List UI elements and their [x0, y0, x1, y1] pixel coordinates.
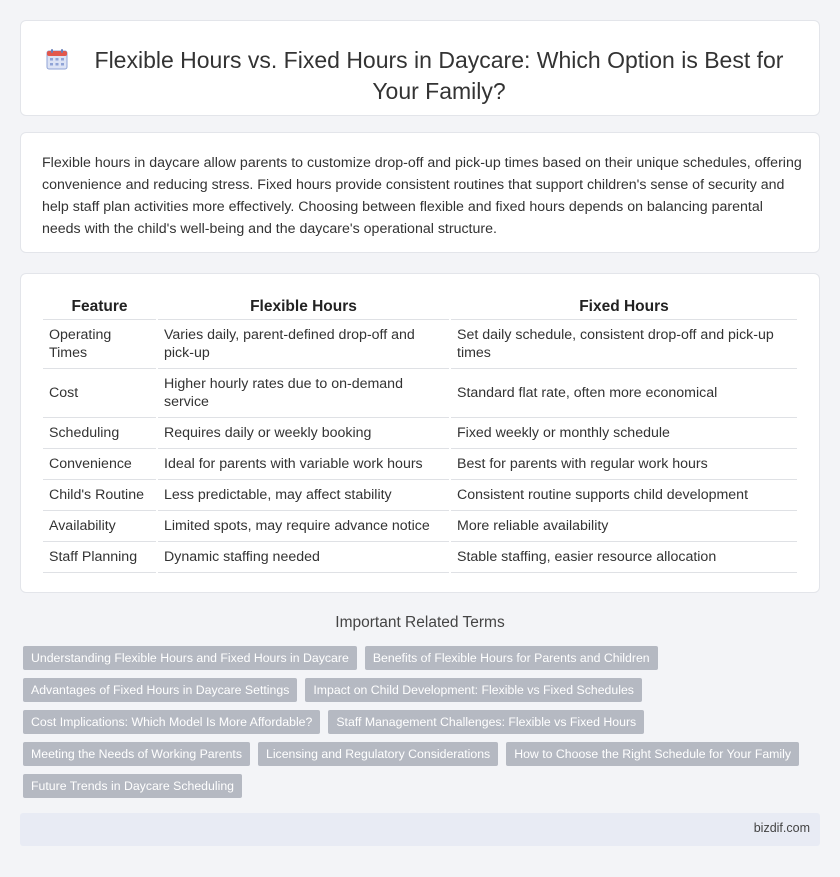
table-row: [43, 480, 797, 511]
cell-fixed: More reliable availability: [451, 511, 797, 542]
related-term-link[interactable]: Meeting the Needs of Working Parents: [23, 742, 250, 766]
related-term-link[interactable]: Impact on Child Development: Flexible vs Fixed Schedules: [305, 678, 642, 702]
table-header-row: [43, 293, 797, 320]
cell-feature: Cost: [43, 369, 156, 418]
cell-flexible: Ideal for parents with variable work hours: [158, 449, 449, 480]
cell-fixed: Set daily schedule, consistent drop-off and pick-up times: [451, 320, 797, 369]
calendar-icon: [46, 48, 68, 70]
header-card: [20, 20, 820, 116]
table-row: [43, 320, 797, 369]
table-row: [43, 511, 797, 542]
cell-feature: Operating Times: [43, 320, 156, 369]
cell-fixed: Consistent routine supports child development: [451, 480, 797, 511]
cell-feature: Scheduling: [43, 418, 156, 449]
intro-card: [20, 132, 820, 253]
cell-fixed: Fixed weekly or monthly schedule: [451, 418, 797, 449]
intro-paragraph: Flexible hours in daycare allow parents to customize drop-off and pick-up times based on their unique schedules, offering convenience and reducing stress. Fixed hours provide consistent routines that support children's sense of security and help staff plan activities more effectively. Choosing between flexible and fixed hours depends on balancing parental needs with the child's well-being and the daycare's operational structure.: [42, 155, 802, 237]
cell-flexible: Higher hourly rates due to on-demand service: [158, 369, 449, 418]
cell-feature: Child's Routine: [43, 480, 156, 511]
table-row: [43, 418, 797, 449]
table-row: [43, 369, 797, 418]
cell-fixed: Stable staffing, easier resource allocation: [451, 542, 797, 573]
related-term-link[interactable]: How to Choose the Right Schedule for Your Family: [506, 742, 799, 766]
related-terms-title: Important Related Terms: [335, 614, 505, 631]
comparison-table: [41, 293, 799, 573]
cell-flexible: Varies daily, parent-defined drop-off and pick-up: [158, 320, 449, 369]
cell-fixed: Best for parents with regular work hours: [451, 449, 797, 480]
related-term-link[interactable]: Staff Management Challenges: Flexible vs Fixed Hours: [328, 710, 644, 734]
cell-feature: Staff Planning: [43, 542, 156, 573]
header-flexible-hours: Flexible Hours: [158, 293, 449, 320]
related-term-link[interactable]: Cost Implications: Which Model Is More Affordable?: [23, 710, 320, 734]
cell-feature: Convenience: [43, 449, 156, 480]
cell-flexible: Less predictable, may affect stability: [158, 480, 449, 511]
footer-site-link[interactable]: bizdif.com: [753, 821, 810, 835]
related-term-link[interactable]: Benefits of Flexible Hours for Parents and Children: [365, 646, 658, 670]
cell-flexible: Requires daily or weekly booking: [158, 418, 449, 449]
cell-feature: Availability: [43, 511, 156, 542]
cell-flexible: Dynamic staffing needed: [158, 542, 449, 573]
cell-fixed: Standard flat rate, often more economical: [451, 369, 797, 418]
related-term-link[interactable]: Advantages of Fixed Hours in Daycare Settings: [23, 678, 297, 702]
header-feature: Feature: [43, 293, 156, 320]
related-term-link[interactable]: Understanding Flexible Hours and Fixed Hours in Daycare: [23, 646, 357, 670]
footer-bar: [20, 813, 820, 846]
related-term-link[interactable]: Future Trends in Daycare Scheduling: [23, 774, 242, 798]
table-row: [43, 542, 797, 573]
comparison-card: [20, 273, 820, 593]
page-title: Flexible Hours vs. Fixed Hours in Daycare: Which Option is Best for Your Family?: [94, 47, 784, 104]
table-row: [43, 449, 797, 480]
header-fixed-hours: Fixed Hours: [451, 293, 797, 320]
related-term-link[interactable]: Licensing and Regulatory Considerations: [258, 742, 498, 766]
related-terms-list: [23, 646, 813, 798]
cell-flexible: Limited spots, may require advance notice: [158, 511, 449, 542]
